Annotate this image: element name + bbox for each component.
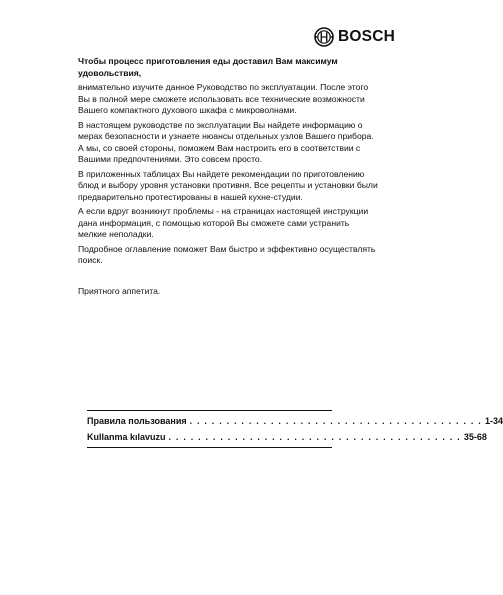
intro-paragraph: внимательно изучите данное Руководство по эксплуатации. После этого Вы в полной мере сможете использовать все технические возможности Вашего компактного духового шкафа с микроволнами. (78, 82, 369, 115)
intro-paragraph: В настоящем руководстве по эксплуатации Вы найдете информацию о мерах безопасности и узнаете нюансы отдельных узлов Вашего прибора. А мы, со своей стороны, поможем Вам настроить его в соответствии с Вашими предпочтениями. Это совсем просто. (78, 119, 374, 164)
toc-leader-dots: . . . . . . . . . . . . . . . . . . . . . . . . . . . . . . . . . . . . . . . . (189, 416, 482, 426)
intro-headline: Чтобы процесс приготовления еды доставил Вам максимум удовольствия, (78, 56, 338, 78)
toc-leader-dots: . . . . . . . . . . . . . . . . . . . . . . . . . . . . . . . . . . . . . . . . (168, 432, 461, 442)
brand-name: BOSCH (338, 28, 395, 45)
intro-paragraph: А если вдруг возникнут проблемы - на страницах настоящей инструкции дана информация, с помощью которой Вы сможете сами устранить мелкие неполадки. (78, 206, 369, 239)
toc-entry-title: Правила пользования (87, 416, 187, 426)
table-of-contents (87, 410, 503, 448)
intro-paragraph: В приложенных таблицах Вы найдете рекомендации по приготовлению блюд и выбору уровня установки противня. Все рецепты и установки были предварительно протестированы в нашей кухне-студии. (78, 168, 378, 202)
intro-paragraph: Подробное оглавление поможет Вам быстро и эффективно осуществлять поиск. (78, 243, 376, 265)
greeting: Приятного аппетита. (78, 285, 161, 296)
toc-entry-pages: 1-34 (484, 416, 503, 426)
toc-entry-pages: 35-68 (463, 432, 487, 442)
bosch-armature-icon (314, 27, 334, 47)
toc-entry-ru[interactable] (87, 413, 503, 429)
bosch-logo (314, 27, 395, 47)
intro-text (78, 55, 378, 300)
toc-entry-title: Kullanma kılavuzu (87, 432, 166, 442)
toc-entry-tr[interactable] (87, 429, 487, 445)
